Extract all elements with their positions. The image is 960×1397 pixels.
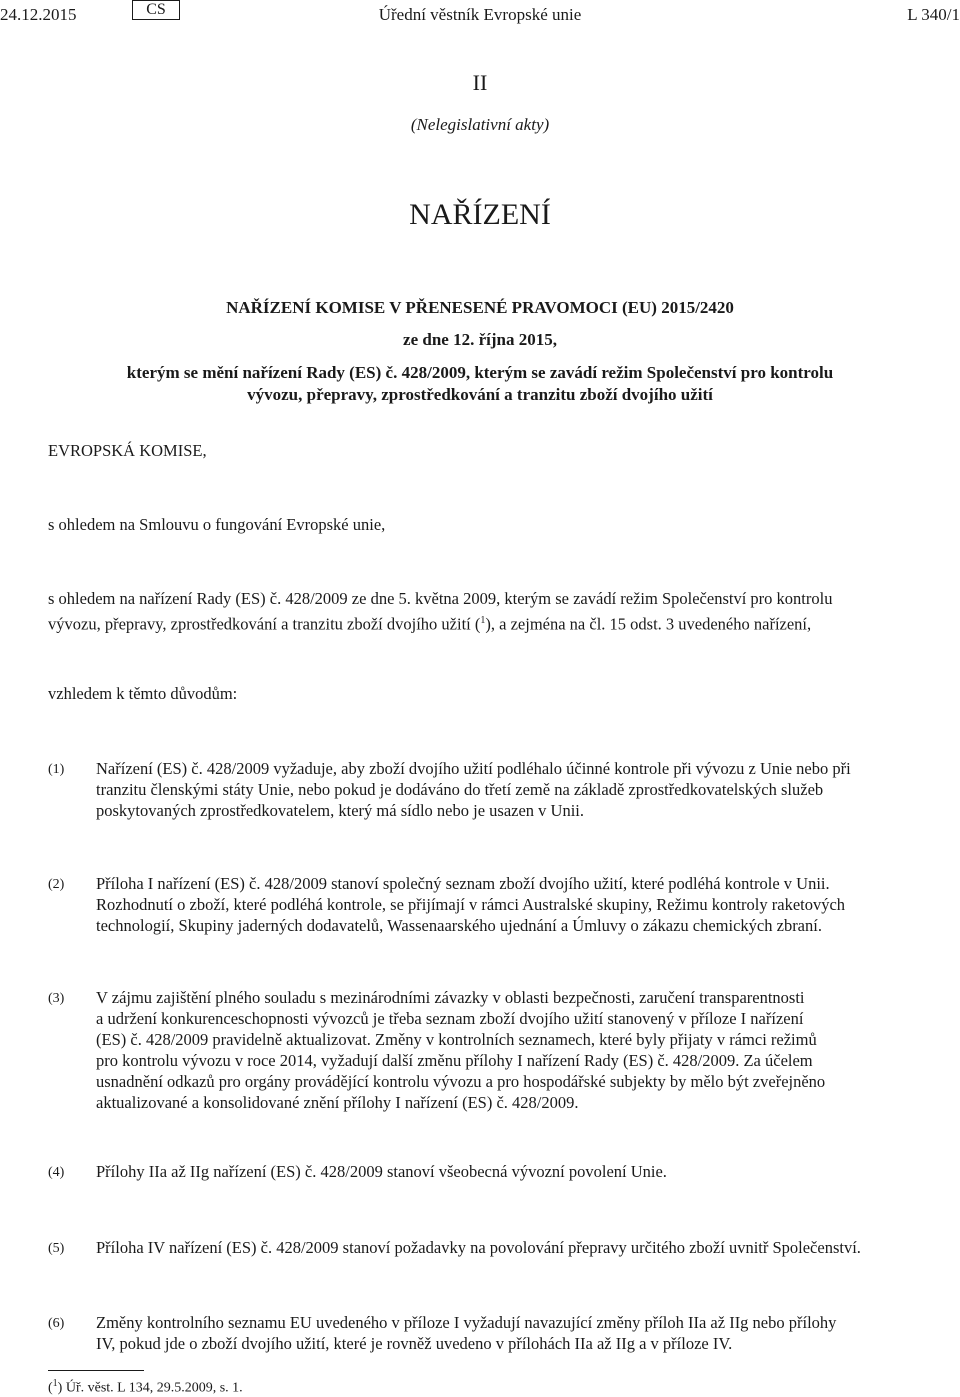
- section-subtitle: (Nelegislativní akty): [410, 115, 550, 134]
- footnote-reference: 1: [480, 615, 486, 626]
- language-badge: CS: [132, 0, 180, 20]
- regulation-subject-line-2: vývozu, přepravy, zprostředkování a tranzitu zboží dvojího užití: [247, 385, 713, 404]
- having-regard-treaty: s ohledem na Smlouvu o fungování Evropské unie,: [48, 515, 386, 534]
- whereas-heading: vzhledem k těmto důvodům:: [48, 684, 238, 703]
- footnote: ($^1$) Úř. věst. L 134, 29.5.2009, s. 1.: [48, 1378, 243, 1396]
- page-reference: L 340/1: [907, 5, 960, 24]
- commission-heading: EVROPSKÁ KOMISE,: [48, 441, 207, 460]
- recital-4: Přílohy IIa až IIg nařízení (ES) č. 428/2009 stanoví všeobecná vývozní povolení Unie.: [96, 1162, 667, 1181]
- regulation-title: NAŘÍZENÍ KOMISE V PŘENESENÉ PRAVOMOCI (EU) 2015/2420: [226, 298, 734, 317]
- recital-number: (6): [48, 1316, 65, 1331]
- recital-number: (3): [48, 991, 65, 1006]
- regulation-date: ze dne 12. října 2015,: [403, 330, 557, 349]
- recital-5: Příloha IV nařízení (ES) č. 428/2009 stanoví požadavky na povolování přepravy určitého zboží uvnitř Společenství.: [96, 1238, 861, 1257]
- recital-number: (4): [48, 1165, 65, 1180]
- regulation-subject-line-1: kterým se mění nařízení Rady (ES) č. 428/2009, kterým se zavádí režim Společenství pro kontrolu: [126, 363, 834, 382]
- recital-1: Nařízení (ES) č. 428/2009 vyžaduje, aby zboží dvojího užití podléhalo účinné kontrole při vývozu z Unie nebo při tranzitu členskými státy Unie, nebo pokud je dodáváno do třetí země na základě zprostředkovatelských služeb poskytovaných zprostředkovatelem, který má sídlo nebo je usazen v Unii.: [96, 759, 851, 820]
- having-regard-regulation-line-2: vývozu, přepravy, zprostředkování a tranzitu zboží dvojího užití ($^1$), a zejména na čl. 15 odst. 3 uvedeného nařízení,: [48, 614, 812, 634]
- having-regard-regulation-line-1: s ohledem na nařízení Rady (ES) č. 428/2009 ze dne 5. května 2009, kterým se zavádí režim Společenství pro kontrolu: [48, 589, 833, 608]
- publication-date: 24.12.2015: [0, 5, 77, 24]
- recital-number: (5): [48, 1241, 65, 1256]
- footnote-separator: [48, 1370, 144, 1371]
- recital-3: V zájmu zajištění plného souladu s mezinárodními závazky v oblasti bezpečnosti, zaručení transparentnosti a udržení konkurenceschopnosti vývozců je třeba seznam zboží dvojího užití stanovený v příloze I nařízení (ES) č. 428/2009 pravidelně aktualizovat. Změny v kontrolních seznamech, které byly přijaty v rámci režimů pro kontrolu vývozu v roce 2014, vyžadují další změnu přílohy I nařízení Rady (ES) č. 428/2009. Za účelem usnadnění odkazů pro orgány provádějící kontrolu vývozu a pro hospodářské subjekty by mělo být zveřejněno aktualizované a konsolidované znění přílohy I nařízení (ES) č. 428/2009.: [96, 988, 826, 1112]
- journal-title: Úřední věstník Evropské unie: [378, 5, 582, 24]
- section-roman: II: [472, 70, 488, 95]
- recital-number: (1): [48, 762, 65, 777]
- recital-2: Příloha I nařízení (ES) č. 428/2009 stanoví společný seznam zboží dvojího užití, které podléhá kontrole v Unii. Rozhodnutí o zboží, které podléhá kontrole, se přijímají v rámci Australské skupiny, Režimu kontroly raketových technologií, Skupiny jaderných dodavatelů, Wassenaarského ujednání a Úmluvy o zákazu chemických zbraní.: [96, 874, 846, 935]
- recital-number: (2): [48, 877, 65, 892]
- document-type-heading: NAŘÍZENÍ: [409, 198, 551, 231]
- recital-6: Změny kontrolního seznamu EU uvedeného v příloze I vyžadují navazující změny příloh IIa až IIg nebo přílohy IV, pokud jde o zboží dvojího užití, které je rovněž uvedeno v přílohách IIa až IIg a v příloze IV.: [96, 1313, 837, 1353]
- footnote-marker: 1: [52, 1378, 58, 1389]
